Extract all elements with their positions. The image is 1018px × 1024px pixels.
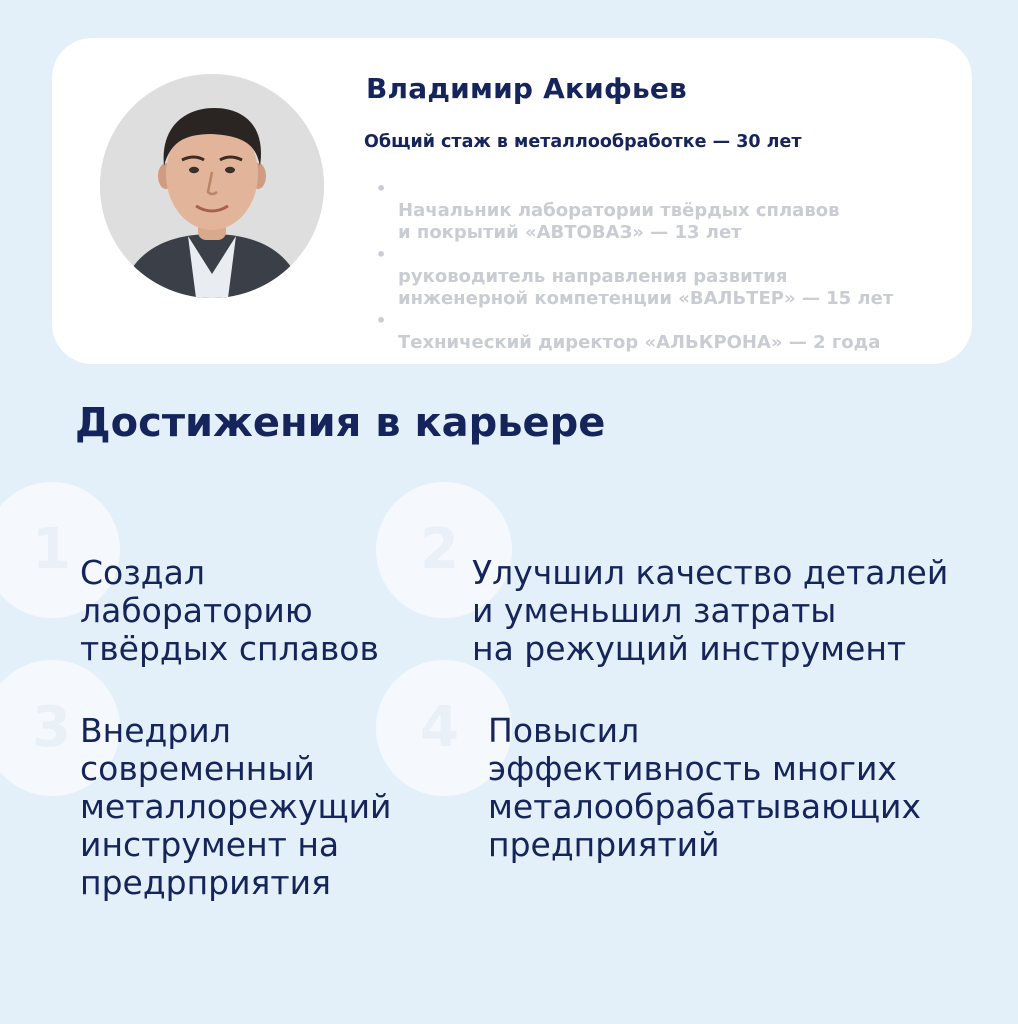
achievement-number: 4 <box>420 695 459 760</box>
career-history-list <box>374 178 954 354</box>
career-item-text: Технический директор «АЛЬКРОНА» — 2 года <box>398 332 881 353</box>
bullet-icon: • <box>376 245 387 264</box>
career-item <box>374 178 954 244</box>
achievement-text: Повысил эффективность многих металообрабатывающих предприятий <box>488 711 921 864</box>
career-item <box>374 244 954 310</box>
achievement-number: 1 <box>32 517 71 582</box>
bullet-icon: • <box>376 311 387 330</box>
achievement-text: Создал лабораторию твёрдых сплавов <box>80 553 379 668</box>
total-experience: Общий стаж в металлообработке — 30 лет <box>364 132 802 152</box>
bullet-icon: • <box>376 179 387 198</box>
career-item <box>374 310 954 354</box>
achievement-text: Внедрил современный металлорежущий инструмент на предрприятия <box>80 711 392 902</box>
career-item-text: Начальник лаборатории твёрдых сплавов и покрытий «АВТОВАЗ» — 13 лет <box>398 200 840 243</box>
achievements-title: Достижения в карьере <box>75 400 606 446</box>
person-name: Владимир Акифьев <box>366 72 687 105</box>
career-item-text: руководитель направления развития инженерной компетенции «ВАЛЬТЕР» — 15 лет <box>398 266 894 309</box>
achievement-text: Улучшил качество деталей и уменьшил затраты на режущий инструмент <box>472 553 949 668</box>
avatar <box>100 74 324 298</box>
achievement-number: 3 <box>32 695 71 760</box>
person-photo-icon <box>100 74 324 298</box>
achievement-number: 2 <box>420 517 459 582</box>
